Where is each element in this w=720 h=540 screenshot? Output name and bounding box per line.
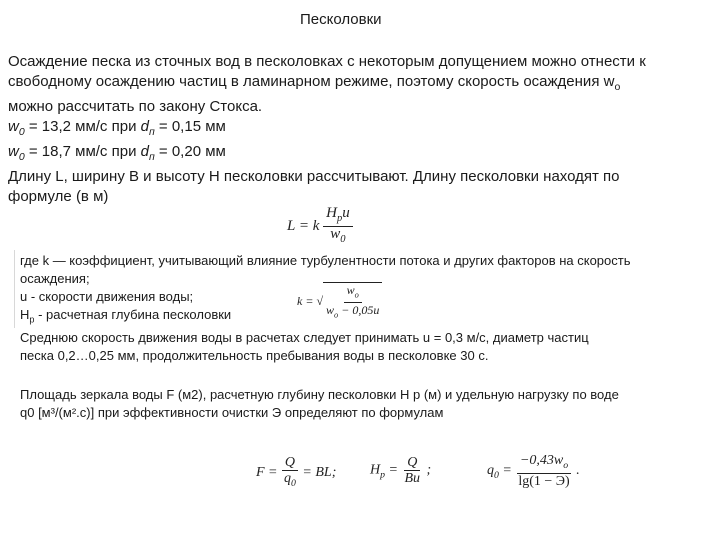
intro-line-2: свободному осаждению частиц в ламинарном режиме, поэтому скорость осаждения $w_o$ [8, 73, 621, 93]
vertical-divider [14, 250, 15, 328]
intro-paragraph [8, 52, 718, 207]
formula-k: k = √ $\frac{w_o}{w_o - 0,05u}$ [297, 282, 382, 323]
k-definition-line-2: осаждения; [20, 271, 90, 286]
mean-speed-line-1: Среднюю скорость движения воды в расчетах следует принимать u = 0,3 м/с, диаметр частиц [20, 329, 589, 345]
case-line-2: $w_0 = 18,7$ мм/с при $d_п = 0,20$ мм [8, 143, 226, 163]
formula-length: L = k $\frac{H_pu}{w_0}$ [287, 206, 353, 247]
h-definition: $H_p$ - расчетная глубина песколовки [20, 307, 232, 325]
dims-line-2: формуле (в м) [8, 188, 109, 205]
k-definition-line-1: где k — коэффициент, учитывающий влияние турбулентности потока и других факторов на скорость [20, 253, 631, 268]
area-paragraph [20, 386, 715, 422]
area-line-1: Площадь зеркала воды F (м2), расчетную глубину песколовки H р (м) и удельную нагрузку по воде [20, 387, 619, 402]
formula-depth: $H_p$ = $\frac{Q}{Bu}$ ; [370, 455, 432, 486]
area-line-2: q0 [м³/(м².с)] при эффективности очистки Э определяют по формулам [20, 405, 444, 420]
case-line-1: $w_0 = 13,2$ мм/с при $d_п = 0,15$ мм [8, 118, 226, 138]
intro-line-1: Осаждение песка из сточных вод в песколовках с некоторым допущением можно отнести к [8, 53, 646, 70]
formula-load: $q_0$ = $\frac{-0,43w_o}{\lg(1 - Э)}$ . [487, 453, 580, 489]
u-definition: u - скорости движения воды; [20, 289, 194, 304]
mean-speed-line-2: песка 0,2…0,25 мм, продолжительность пребывания воды в песколовке 30 с. [20, 347, 489, 363]
intro-line-3: можно рассчитать по закону Стокса. [8, 98, 263, 115]
dims-line-1: Длину L, ширину B и высоту H песколовки рассчитывают. Длину песколовки находят по [8, 168, 620, 185]
formula-area: F = $\frac{Q}{q_0}$ = BL; [256, 455, 337, 489]
page-title: Песколовки [300, 11, 382, 28]
